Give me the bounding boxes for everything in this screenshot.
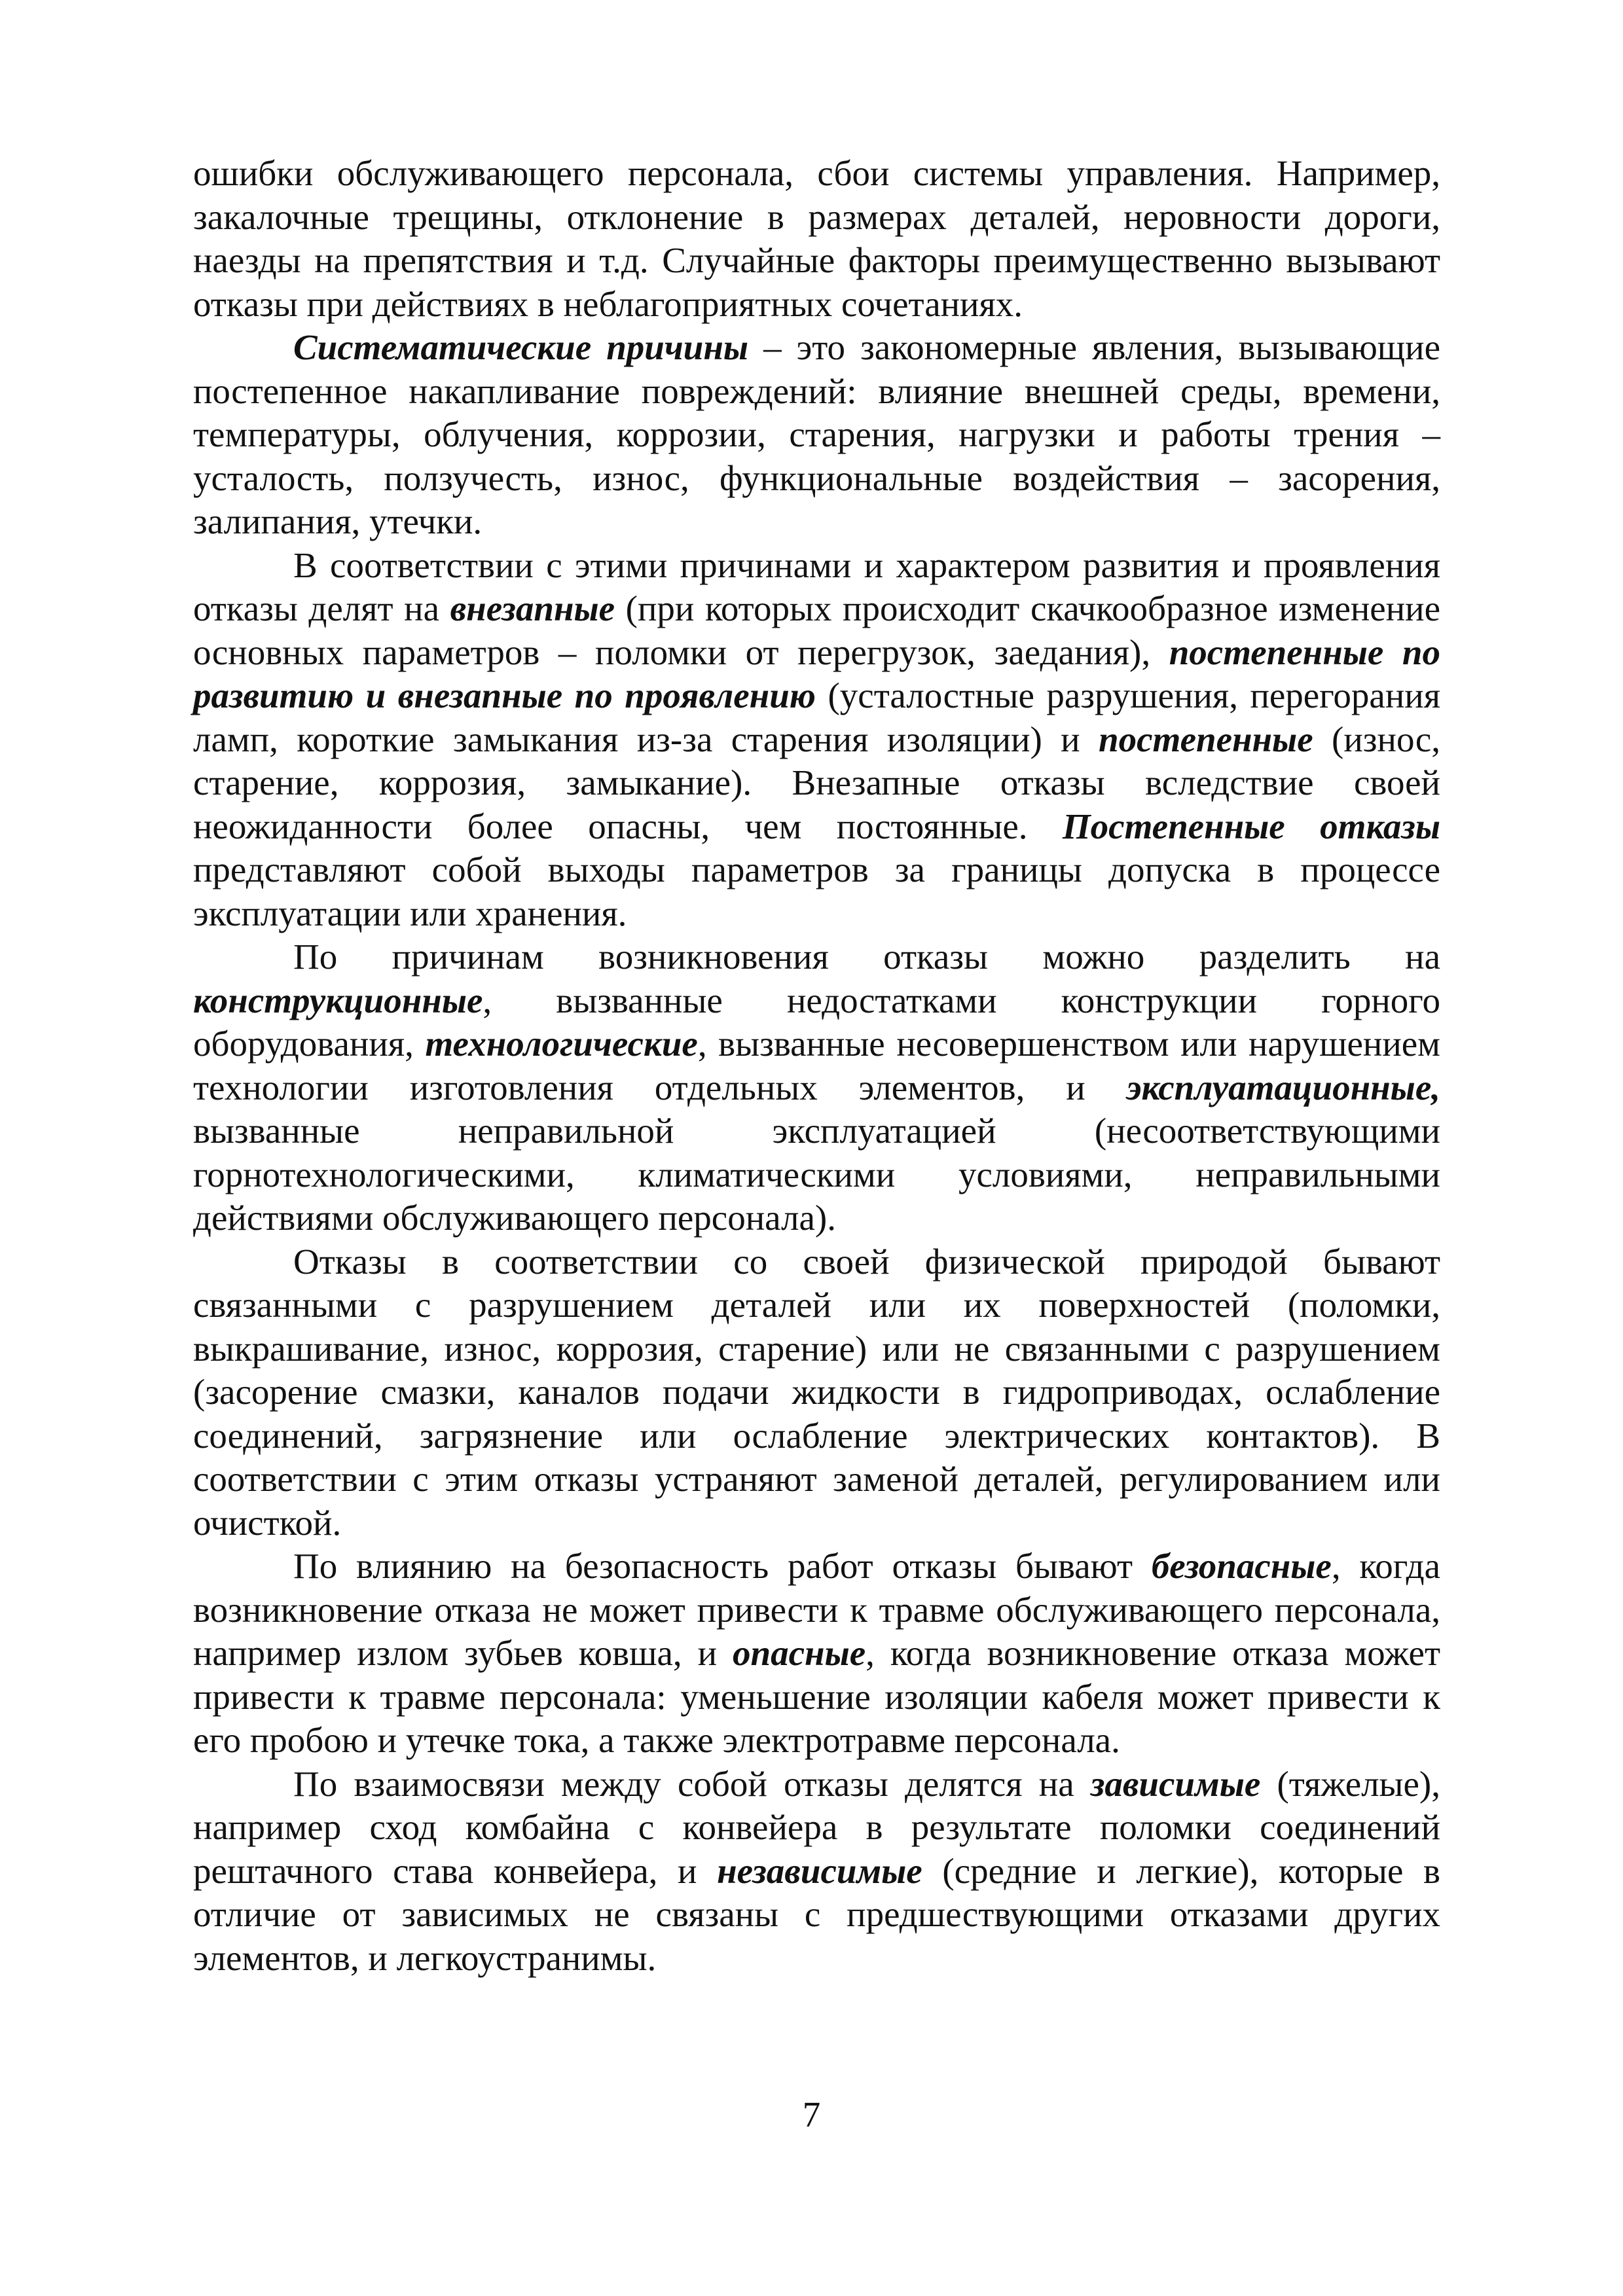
page-number: 7 [802,2094,821,2134]
paragraph-systematic-causes [193,326,1440,544]
paragraph-text: вызванные неправильной эксплуатацией (несоответствующими горнотехнологическими, климатическими условиями, неправильными действиями обслуживающего персонала). [193,1111,1440,1238]
term-operational: эксплуатационные, [1126,1067,1440,1107]
paragraph-text: Отказы в соответствии со своей физической природой бывают связанными с разрушением деталей или их поверхностей (поломки, выкрашивание, износ, коррозия, старение) или не связанными с разрушением (засорение смазки, каналов подачи жидкости в гидроприводах, ослабление соединений, загрязнение или ослабление электрических контактов). В соответствии с этим отказы устраняют заменой деталей, регулированием или очисткой. [193,1241,1440,1543]
term-gradual-sudden: постепенные по развитию и внезапные по проявлению [193,632,1440,715]
term-dangerous: опасные [733,1633,866,1673]
paragraph-text: , вызванные недостатками конструкции горного оборудования, [193,980,1440,1064]
paragraph-text: По взаимосвязи между собой отказы делятся на [293,1763,1091,1804]
paragraph-random-factors [193,152,1440,326]
term-technological: технологические [425,1024,698,1064]
paragraph-safety-impact [193,1545,1440,1763]
term-gradual: постепенные [1099,719,1313,759]
term-sudden: внезапные [450,588,615,628]
term-dependent: зависимые [1090,1763,1261,1804]
paragraph-text: – это закономерные явления, вызывающие постепенное накапливание повреждений: влияние внешней среды, времени, температуры, облучения, коррозии, старения, нагрузки и работы трения – усталость, ползучесть, износ, функциональные воздействия – засорения, залипания, утечки. [193,327,1440,541]
paragraph-text: (средние и легкие), которые в отличие от зависимых не связаны с предшествующими отказами других элементов, и легкоустранимы. [193,1850,1440,1978]
paragraph-text: (при которых происходит скачкообразное изменение основных параметров – поломки от перегрузок, заедания), [193,588,1440,672]
paragraph-interdependence [193,1763,1440,1981]
term-systematic-causes: Систематические причины [293,327,749,367]
paragraph-text: (усталостные разрушения, перегорания ламп, короткие замыкания из-за старения изоляции) и [193,675,1440,759]
paragraph-physical-nature [193,1240,1440,1545]
term-safe: безопасные [1151,1546,1332,1586]
term-independent: независимые [717,1850,922,1891]
paragraph-text: По причинам возникновения отказы можно разделить на [293,937,1440,977]
paragraph-text: По влиянию на безопасность работ отказы бывают [293,1546,1152,1586]
paragraph-text: (тяжелые), например сход комбайна с конвейера в результате поломки соединений рештачного става конвейера, и [193,1763,1440,1891]
paragraph-text: , когда возникновение отказа может привести к травме персонала: уменьшение изоляции кабеля может привести к его пробою и утечке тока, а также электротравме персонала. [193,1633,1440,1760]
paragraph-text: ошибки обслуживающего персонала, сбои системы управления. Например, закалочные трещины, отклонение в размерах деталей, неровности дороги, наезды на препятствия и т.д. Случайные факторы преимущественно вызывают отказы при действиях в неблагоприятных сочетаниях. [193,153,1440,324]
document-page [193,152,1440,1980]
term-gradual-failures: Постепенные отказы [1062,806,1440,846]
paragraph-failure-types-by-cause [193,935,1440,1240]
term-constructional: конструкционные [193,980,483,1020]
paragraph-text: представляют собой выходы параметров за границы допуска в процессе эксплуатации или хранения. [193,850,1440,933]
paragraph-text: , вызванные несовершенством или нарушением технологии изготовления отдельных элементов, и [193,1024,1440,1107]
paragraph-failure-types-by-development [193,544,1440,936]
paragraph-text: (износ, старение, коррозия, замыкание). Внезапные отказы вследствие своей неожиданности более опасны, чем постоянные. [193,719,1440,846]
paragraph-text: , когда возникновение отказа не может привести к травме обслуживающего персонала, например излом зубьев ковша, и [193,1546,1440,1673]
paragraph-text: В соответствии с этими причинами и характером развития и проявления отказы делят на [193,545,1440,628]
